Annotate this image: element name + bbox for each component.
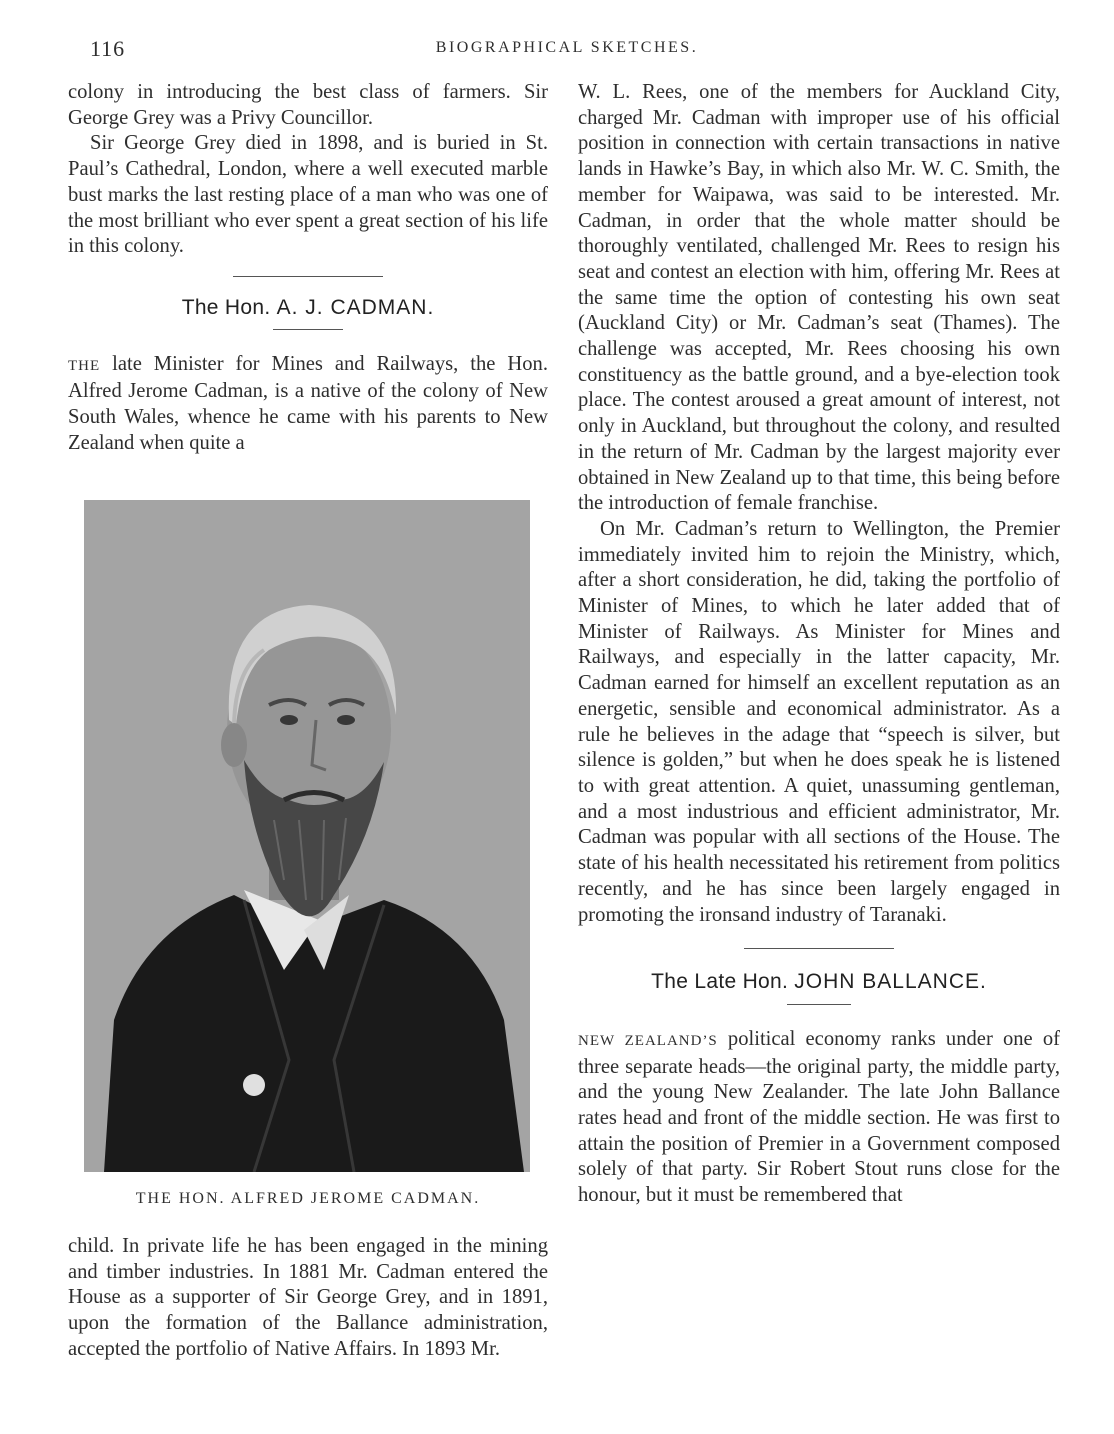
portrait-illustration — [84, 500, 530, 1172]
paragraph-text: late Minister for Mines and Railways, the Hon. Alfred Jerome Cadman, is a native of the colony of New South Wales, whence he came with his parents to New Zealand when quite a — [68, 352, 548, 454]
section-title-name: JOHN BALLANCE. — [794, 970, 987, 994]
section-divider — [744, 948, 894, 949]
section-divider — [233, 276, 383, 277]
paragraph — [578, 1027, 1060, 1209]
paragraph: W. L. Rees, one of the members for Auckland City, charged Mr. Cadman with improper use of his official position in connection with certain transactions in native lands in Hawke’s Bay, in which also Mr. W. C. Smith, the member for Waipawa, was said to be interested. Mr. Cadman, in order that the whole matter should be thoroughly ventilated, challenged Mr. Rees to resign his seat and contest an election with him, offering Mr. Rees at the same time the option of contesting his own seat (Auckland City) or Mr. Cadman’s seat (Thames). The challenge was accepted, Mr. Rees choosing his own constituency as the battle ground, and a bye-election took place. The contest aroused a great amount of interest, not only in Auckland, but throughout the colony, and resulted in the return of Mr. Cadman by the largest majority ever obtained in New Zealand up to that time, this being before the introduction of female franchise. — [578, 81, 1060, 515]
paragraph: colony in introducing the best class of farmers. Sir George Grey was a Privy Councillor. — [68, 81, 548, 129]
section-title-prefix: The Hon. — [181, 295, 271, 319]
paragraph: child. In private life he has been engaged in the mining and timber industries. In 1881 Mr. Cadman entered the House as a supporter of Sir George Grey, and in 1891, upon the formation of the Ballance administration, accepted the portfolio of Native Affairs. In 1893 Mr. — [68, 1235, 548, 1360]
page-header — [72, 36, 1062, 66]
title-underline — [273, 329, 343, 330]
page-number: 116 — [90, 36, 126, 61]
left-column — [68, 80, 548, 456]
section-title-prefix: The Late Hon. — [651, 970, 789, 994]
running-title: BIOGRAPHICAL SKETCHES. — [435, 39, 699, 56]
paragraph — [68, 352, 548, 457]
lead-small-caps: THE — [68, 357, 101, 374]
lead-small-caps: NEW ZEALAND’S — [578, 1032, 718, 1049]
section-title-name: A. J. CADMAN. — [276, 295, 435, 319]
paragraph-text: political economy ranks under one of three separate heads—the original party, the middle party, and the young New Zealander. The late John Ballance rates head and front of the middle section. He was first to attain the position of Premier in a Government composed solely of that party. Sir Robert Stout runs close for the honour, but it must be remembered that — [578, 1027, 1060, 1207]
paragraph: On Mr. Cadman’s return to Wellington, the Premier immediately invited him to rejoin the Ministry, which, after a short consideration, he did, taking the portfolio of Minister of Mines, to which he later added that of Minister of Railways. As Minister for Mines and Railways, and especially in the latter capacity, Mr. Cadman earned for himself an excellent reputation as an energetic, sensible and economical administrator. As a rule he believes in the adage that “speech is silver, but silence is golden,” but when he does speak he is listened to with great attention. A quiet, unassuming gentleman, and a most industrious and efficient administrator, Mr. Cadman was popular with all sections of the House. The state of his health necessitated his retirement from politics recently, and he has since been largely engaged in promoting the ironsand industry of Taranaki. — [578, 517, 1060, 926]
right-column — [578, 80, 1060, 1209]
paragraph: Sir George Grey died in 1898, and is buried in St. Paul’s Cathedral, London, where a well executed marble bust marks the last resting place of a man who was one of the most brilliant who ever spent a great section of his life in this colony. — [68, 132, 548, 258]
title-underline — [787, 1004, 851, 1005]
portrait-caption: THE HON. ALFRED JEROME CADMAN. — [135, 1190, 481, 1207]
left-column-lower — [68, 1234, 548, 1363]
portrait-photo — [84, 500, 530, 1172]
section-title-ballance — [578, 969, 1060, 995]
section-title-cadman — [68, 295, 548, 321]
